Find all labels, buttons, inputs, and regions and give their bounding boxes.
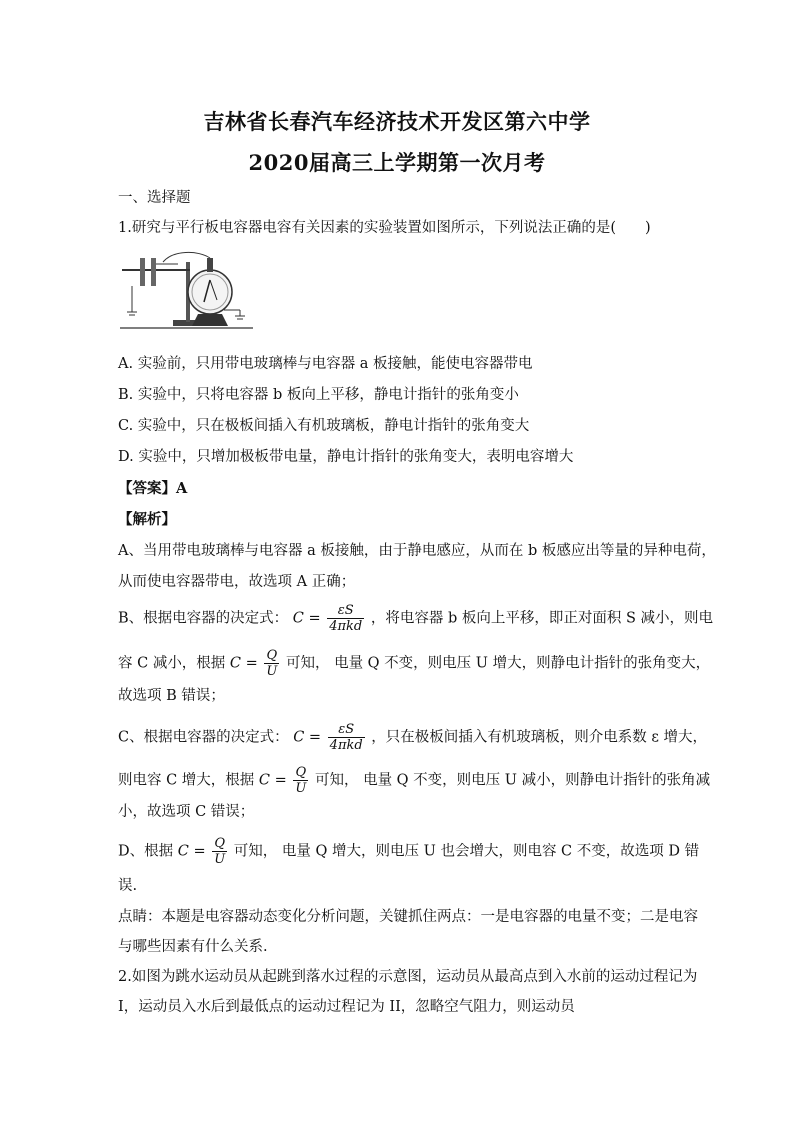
d1-prefix: D、根据 bbox=[118, 843, 174, 860]
q1-option-b: B. 实验中，只将电容器 b 板向上平移，静电计指针的张角变小 bbox=[118, 387, 519, 403]
q1-analysis-a-line2: 从而使电容器带电，故选项 A 正确； bbox=[118, 574, 356, 590]
formula-q-over-u: $\frac{Q}{U}$ bbox=[214, 836, 226, 867]
capacitor-apparatus-figure bbox=[118, 250, 256, 340]
formula-eps-s-over-4pikd: $\frac{\varepsilon S}{\text{4πkd}}$ bbox=[329, 722, 363, 753]
q1-analysis-b-line3: 故选项 B 错误； bbox=[118, 688, 225, 704]
b1-prefix: B、根据电容器的决定式： bbox=[118, 610, 289, 627]
capacitance-symbol: C = bbox=[293, 729, 322, 746]
q1-analysis-c-line3: 小，故选项 C 错误； bbox=[118, 804, 255, 820]
question-1-stem: 1.研究与平行板电容器电容有关因素的实验装置如图所示，下列说法正确的是( ) bbox=[118, 220, 651, 236]
q1-option-a: A. 实验前，只用带电玻璃棒与电容器 a 板接触，能使电容器带电 bbox=[118, 356, 533, 372]
formula-q-over-u: $\frac{Q}{U}$ bbox=[266, 648, 278, 679]
q1-comment-line1: 点睛：本题是电容器动态变化分析问题，关键抓住两点：一是电容器的电量不变；二是电容 bbox=[118, 909, 698, 925]
capacitance-symbol: C = bbox=[177, 843, 206, 860]
b1-suffix: ，将电容器 b 板向上平移，即正对面积 S 减小，则电 bbox=[370, 610, 714, 627]
q1-analysis-d-line1 bbox=[118, 836, 700, 867]
capacitance-symbol: C = bbox=[229, 655, 258, 672]
q1-analysis-c-line2 bbox=[118, 765, 711, 796]
capacitance-symbol: C = bbox=[292, 610, 321, 627]
q1-analysis-b-line1 bbox=[118, 603, 714, 634]
c2-prefix: 则电容 C 增大，根据 bbox=[118, 772, 255, 789]
c1-prefix: C、根据电容器的决定式： bbox=[118, 729, 289, 746]
q1-option-d: D. 实验中，只增加极板带电量，静电计指针的张角变大，表明电容增大 bbox=[118, 449, 574, 465]
c2-suffix: 可知， 电量 Q 不变，则电压 U 减小，则静电计指针的张角减 bbox=[314, 772, 711, 789]
exam-school-title: 吉林省长春汽车经济技术开发区第六中学 bbox=[203, 109, 591, 134]
capacitance-symbol: C = bbox=[258, 772, 287, 789]
q1-analysis-label: 【解析】 bbox=[118, 511, 176, 528]
q1-analysis-c-line1 bbox=[118, 722, 708, 753]
exam-title: 2020届高三上学期第一次月考 bbox=[248, 150, 546, 175]
q1-comment-line2: 与哪些因素有什么关系. bbox=[118, 939, 268, 955]
c1-suffix: ，只在极板间插入有机玻璃板，则介电系数 ε 增大， bbox=[371, 729, 708, 746]
question-2-stem-line1: 2.如图为跳水运动员从起跳到落水过程的示意图，运动员从最高点到入水前的运动过程记为 bbox=[118, 969, 698, 985]
q1-analysis-a-line1: A、当用带电玻璃棒与电容器 a 板接触，由于静电感应，从而在 b 板感应出等量的异种电荷， bbox=[118, 543, 716, 559]
q1-analysis-b-line2 bbox=[118, 648, 711, 679]
q1-option-c: C. 实验中，只在极板间插入有机玻璃板，静电计指针的张角变大 bbox=[118, 418, 530, 434]
formula-eps-s-over-4pikd: $\frac{\varepsilon S}{\text{4πkd}}$ bbox=[329, 603, 363, 634]
d1-suffix: 可知， 电量 Q 增大，则电压 U 也会增大，则电容 C 不变，故选项 D 错 bbox=[233, 843, 700, 860]
q1-answer: 【答案】A bbox=[118, 480, 188, 497]
section-heading: 一、选择题 bbox=[118, 190, 191, 206]
q1-analysis-d-line2: 误. bbox=[118, 878, 138, 894]
formula-q-over-u: $\frac{Q}{U}$ bbox=[295, 765, 307, 796]
b2-suffix: 可知， 电量 Q 不变，则电压 U 增大，则静电计指针的张角变大， bbox=[285, 655, 711, 672]
b2-prefix: 容 C 减小，根据 bbox=[118, 655, 226, 672]
question-2-stem-line2: I，运动员入水后到最低点的运动过程记为 II，忽略空气阻力，则运动员 bbox=[118, 999, 575, 1015]
